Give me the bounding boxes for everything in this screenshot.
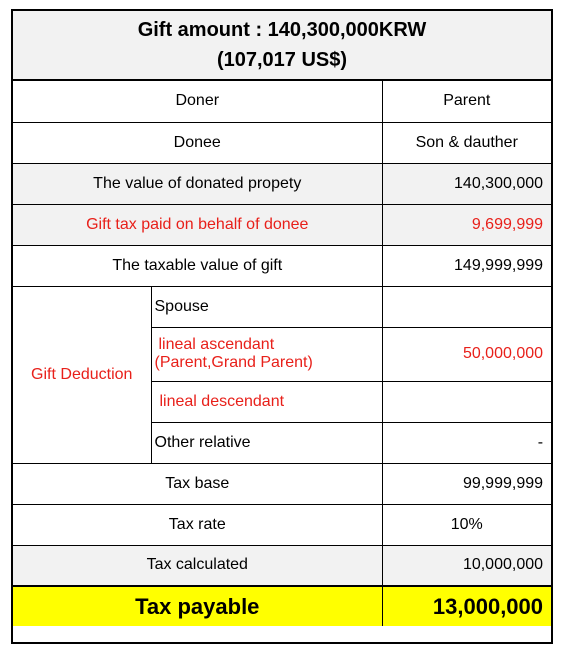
gift-amount-krw: Gift amount : 140,300,000KRW	[137, 19, 427, 41]
row-tax-payable	[13, 586, 551, 626]
lineal-ascendant-line2: (Parent,Grand Parent)	[154, 354, 313, 371]
lineal-descendant-label: lineal descendant	[151, 381, 382, 422]
other-relative-label: Other relative	[151, 422, 382, 463]
row-donated-value	[13, 163, 551, 204]
row-tax-rate	[13, 504, 551, 545]
row-spouse	[13, 286, 551, 327]
lineal-ascendant-value: 50,000,000	[382, 327, 551, 381]
row-donee	[13, 122, 551, 163]
doner-label: Doner	[13, 81, 382, 122]
donated-value-label: The value of donated propety	[13, 163, 382, 204]
tax-rate-label: Tax rate	[13, 504, 382, 545]
spouse-label: Spouse	[151, 286, 382, 327]
tax-calculated-value: 10,000,000	[382, 545, 551, 586]
gift-deduction-label: Gift Deduction	[13, 286, 151, 463]
tax-calculated-label: Tax calculated	[13, 545, 382, 586]
row-tax-base	[13, 463, 551, 504]
gift-amount-usd: (107,017 US$)	[216, 49, 348, 71]
tax-payable-value: 13,000,000	[382, 586, 551, 626]
gift-tax-table	[11, 9, 553, 644]
row-tax-paid-on-behalf	[13, 204, 551, 245]
table-title	[13, 11, 551, 81]
lineal-descendant-value	[382, 381, 551, 422]
row-tax-calculated	[13, 545, 551, 586]
tax-paid-on-behalf-amount: 9,699,999	[382, 204, 551, 245]
donated-value-amount: 140,300,000	[382, 163, 551, 204]
taxable-value-amount: 149,999,999	[382, 245, 551, 286]
lineal-ascendant-line1: lineal ascendant	[158, 336, 275, 353]
tax-payable-label: Tax payable	[13, 586, 382, 626]
tax-base-label: Tax base	[13, 463, 382, 504]
lineal-ascendant-label	[151, 327, 382, 381]
other-relative-value: -	[382, 422, 551, 463]
doner-value: Parent	[382, 81, 551, 122]
tax-rate-value: 10%	[382, 504, 551, 545]
taxable-value-label: The taxable value of gift	[13, 245, 382, 286]
tax-details-table	[13, 81, 551, 626]
donee-label: Donee	[13, 122, 382, 163]
tax-base-value: 99,999,999	[382, 463, 551, 504]
donee-value: Son & dauther	[382, 122, 551, 163]
spouse-value	[382, 286, 551, 327]
row-taxable-value	[13, 245, 551, 286]
tax-paid-on-behalf-label: Gift tax paid on behalf of donee	[13, 204, 382, 245]
row-doner	[13, 81, 551, 122]
